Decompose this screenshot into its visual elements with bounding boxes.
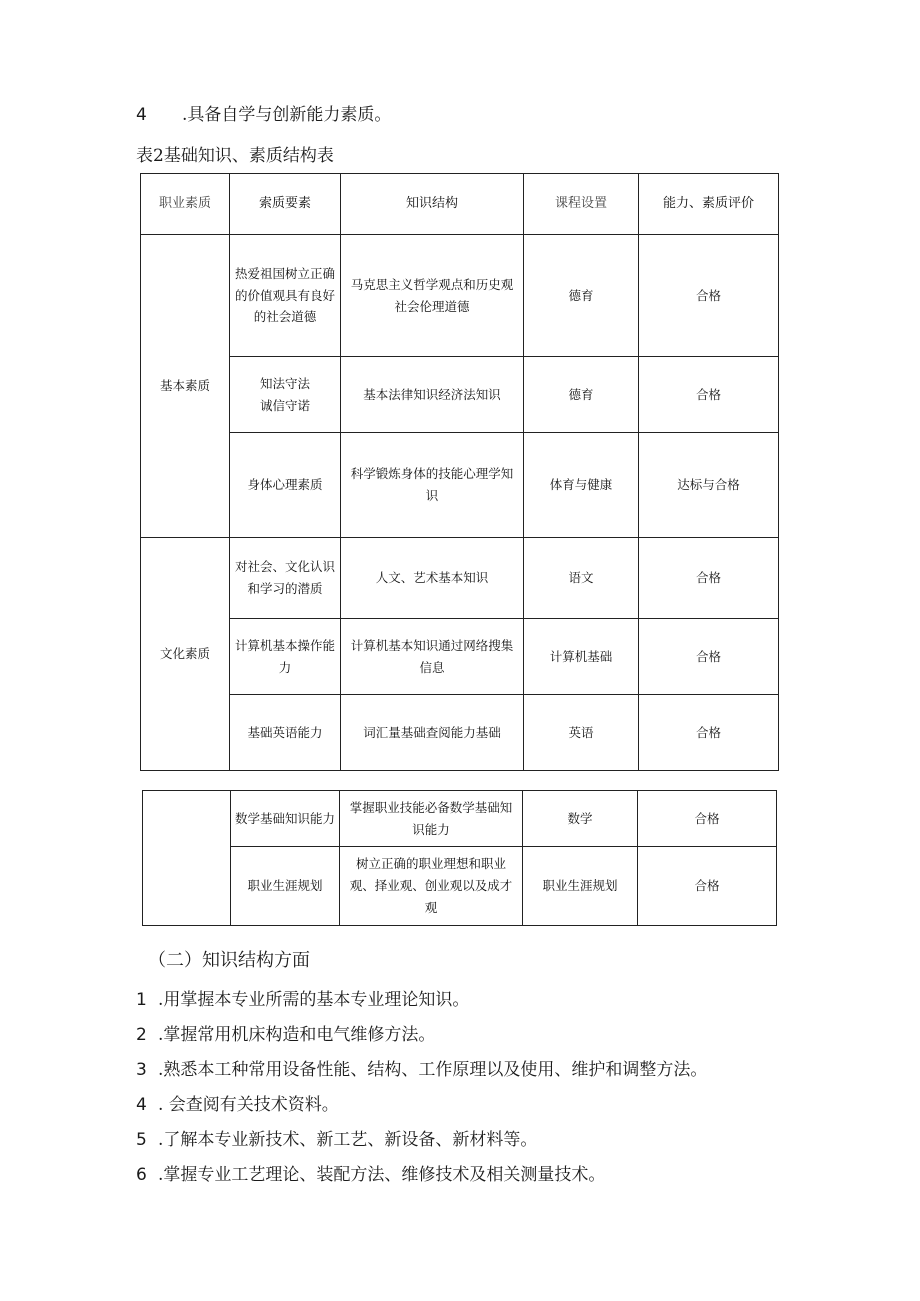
element-cell: 基础英语能力 xyxy=(230,695,341,771)
table-row xyxy=(141,619,779,695)
knowledge-cell: 词汇量基础查阅能力基础 xyxy=(341,695,524,771)
table-row xyxy=(141,695,779,771)
eval-cell: 达标与合格 xyxy=(639,433,779,538)
table-row xyxy=(141,357,779,433)
category-cell xyxy=(143,791,231,926)
element-cell: 数学基础知识能力 xyxy=(231,791,340,847)
table-row xyxy=(141,538,779,619)
knowledge-cell: 基本法律知识经济法知识 xyxy=(341,357,524,433)
element-cell: 热爱祖国树立正确的价值观具有良好的社会道德 xyxy=(230,235,341,357)
course-cell: 体育与健康 xyxy=(524,433,639,538)
knowledge-cell: 人文、艺术基本知识 xyxy=(341,538,524,619)
knowledge-cell: 科学锻炼身体的技能心理学知识 xyxy=(341,433,524,538)
category-cell: 文化素质 xyxy=(141,538,230,771)
header-cell: 索质要素 xyxy=(230,174,341,235)
knowledge-list-item xyxy=(136,985,469,1010)
list-text: .掌握常用机床构造和电气维修方法。 xyxy=(158,1025,436,1045)
course-cell: 数学 xyxy=(523,791,638,847)
header-cell: 职业素质 xyxy=(141,174,230,235)
eval-cell: 合格 xyxy=(639,235,779,357)
list-number: 3 xyxy=(136,1060,147,1080)
element-cell: 对社会、文化认识和学习的潜质 xyxy=(230,538,341,619)
eval-cell: 合格 xyxy=(639,695,779,771)
table-header-row xyxy=(141,174,779,235)
course-cell: 职业生涯规划 xyxy=(523,847,638,926)
header-cell: 课程设置 xyxy=(524,174,639,235)
header-cell: 知识结构 xyxy=(341,174,524,235)
eval-cell: 合格 xyxy=(638,791,777,847)
knowledge-cell: 马克思主义哲学观点和历史观社会伦理道德 xyxy=(341,235,524,357)
course-cell: 语文 xyxy=(524,538,639,619)
eval-cell: 合格 xyxy=(639,538,779,619)
list-number: 1 xyxy=(136,990,147,1010)
eval-cell: 合格 xyxy=(638,847,777,926)
knowledge-list-item xyxy=(136,1160,605,1185)
list-number: 6 xyxy=(136,1165,147,1185)
knowledge-cell: 计算机基本知识通过网络搜集信息 xyxy=(341,619,524,695)
element-cell: 知法守法 诚信守诺 xyxy=(230,357,341,433)
list-number: 4 xyxy=(136,105,147,125)
list-text: .用掌握本专业所需的基本专业理论知识。 xyxy=(158,990,470,1010)
list-number: 4 xyxy=(136,1095,147,1115)
category-cell: 基本素质 xyxy=(141,235,230,538)
table-row xyxy=(143,847,777,926)
structure-table-continued xyxy=(142,790,777,926)
element-cell: 身体心理素质 xyxy=(230,433,341,538)
knowledge-list-item xyxy=(136,1090,339,1115)
course-cell: 德育 xyxy=(524,357,639,433)
table-row xyxy=(141,433,779,538)
table-row xyxy=(141,235,779,357)
knowledge-list-item xyxy=(136,1020,435,1045)
table-row xyxy=(143,791,777,847)
list-text: .掌握专业工艺理论、装配方法、维修技术及相关测量技术。 xyxy=(158,1165,606,1185)
eval-cell: 合格 xyxy=(639,357,779,433)
header-cell: 能力、素质评价 xyxy=(639,174,779,235)
list-text: . 会查阅有关技术资料。 xyxy=(158,1095,339,1115)
eval-cell: 合格 xyxy=(639,619,779,695)
section-heading: （二）知识结构方面 xyxy=(148,950,310,971)
list-number: 2 xyxy=(136,1025,147,1045)
knowledge-list-item xyxy=(136,1055,707,1080)
list-text: .具备自学与创新能力素质。 xyxy=(182,105,392,125)
structure-table xyxy=(140,173,779,771)
knowledge-cell: 树立正确的职业理想和职业观、择业观、创业观以及成才观 xyxy=(340,847,523,926)
element-cell: 计算机基本操作能力 xyxy=(230,619,341,695)
list-number: 5 xyxy=(136,1130,147,1150)
course-cell: 计算机基础 xyxy=(524,619,639,695)
knowledge-list-item xyxy=(136,1125,537,1150)
intro-list-item xyxy=(136,100,391,125)
table-caption: 表2基础知识、素质结构表 xyxy=(136,146,334,166)
course-cell: 英语 xyxy=(524,695,639,771)
list-text: .熟悉本工种常用设备性能、结构、工作原理以及使用、维护和调整方法。 xyxy=(158,1060,708,1080)
course-cell: 德育 xyxy=(524,235,639,357)
element-cell: 职业生涯规划 xyxy=(231,847,340,926)
list-text: .了解本专业新技术、新工艺、新设备、新材料等。 xyxy=(158,1130,538,1150)
knowledge-cell: 掌握职业技能必备数学基础知识能力 xyxy=(340,791,523,847)
